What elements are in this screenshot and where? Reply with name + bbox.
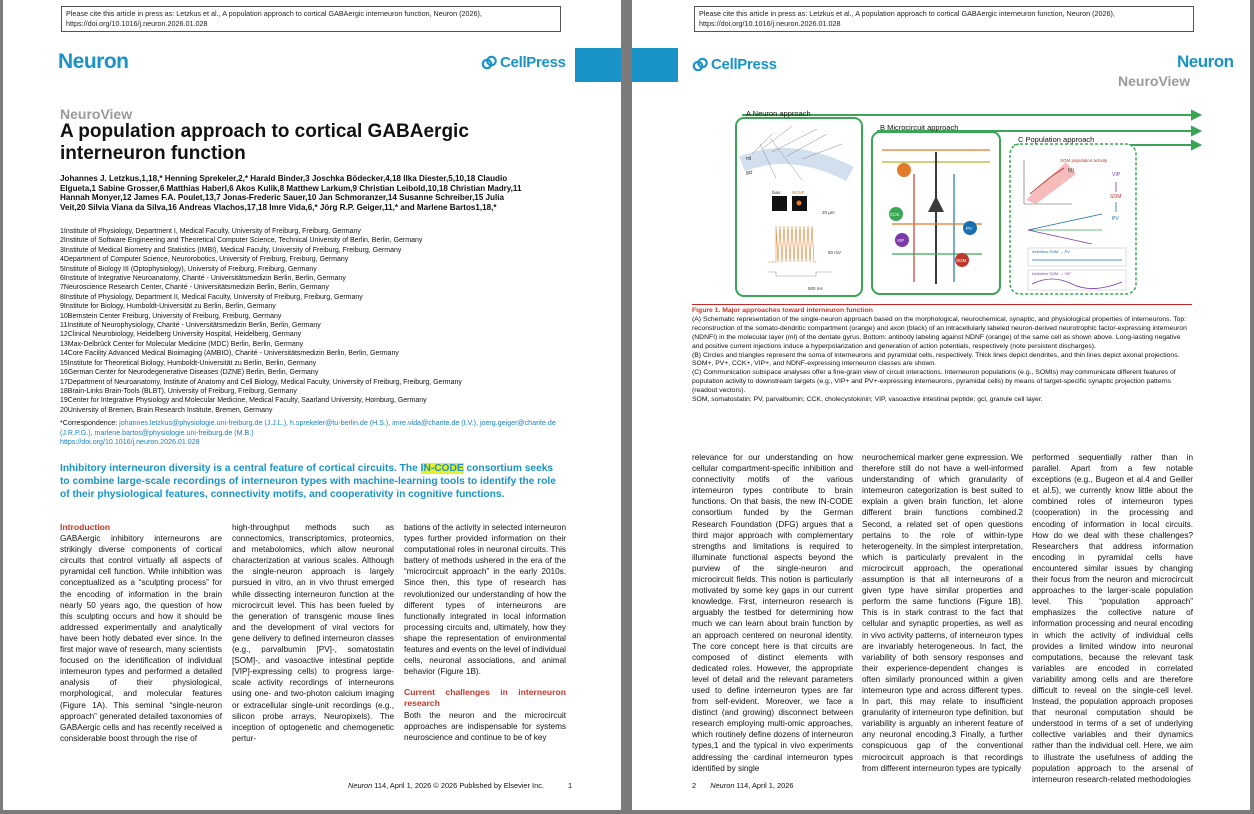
section-label: NeuroView	[1118, 73, 1191, 89]
cellpress-mark-icon	[481, 55, 497, 71]
micrograph-bias	[772, 196, 787, 211]
label-bias: bias	[772, 190, 781, 195]
challenges-heading: Current challenges in interneuron research	[404, 687, 566, 709]
footer-details: 114, April 1, 2026	[734, 781, 794, 790]
label-som-c: SOM	[1110, 194, 1122, 200]
affiliation-item: 16German Center for Neurodegenerative Diseases (DZNE) Berlin, Berlin, Germany	[60, 369, 319, 377]
page-1	[3, 0, 621, 810]
caption-b: (B) Circles and triangles represent the soma of interneurons and pyramidal cells, respectively. Thick lines depict dendrites, and thin lines depict axonal projections. SOM+, PV+, CCK+, VIP+, and NDNF-expressing interneuron classes are shown.	[692, 351, 1180, 368]
column-3-text: bations of the activity in selected interneuron types further provided information on their computational roles in neuronal circuits. This battery of methods ushered in the era of the “microcircuit approach” in the early 2010s. Since then, this type of research has revolutionized our understanding of how the different types of interneurons are functionally integrated in local information processing circuits and, ultimately, how they shape the representation of environmental features and events on the level of individual cells, neuronal associations, and animal behavior (Figure 1B).	[404, 523, 566, 677]
column-2	[232, 522, 394, 744]
footer-journal: Neuron	[348, 781, 373, 790]
affiliation-item: 20University of Bremen, Brain Research Institute, Bremen, Germany	[60, 406, 273, 414]
label-som: SOM	[956, 258, 967, 263]
label-gcl: gcl	[746, 170, 753, 176]
cellpress-mark-icon	[692, 57, 708, 73]
label-scale-t: 500 ms	[808, 286, 823, 291]
label-ft: f(t)	[1068, 168, 1075, 174]
figure-caption	[692, 307, 1192, 405]
cellpress-logo	[481, 54, 566, 71]
affiliation-item: 11Institute of Neurophysiology, Charité - Universitätsmedizin Berlin, Berlin, Germany	[60, 322, 321, 330]
column-2	[862, 452, 1023, 774]
label-inhib-som-vip: Inhibition SOM → VIP	[1032, 271, 1071, 276]
panel-c	[1010, 135, 1136, 294]
caption-rule	[692, 304, 1192, 305]
affiliation-item: 15Institute for Theoretical Biology, Humboldt-Universität zu Berlin, Berlin, Germany	[60, 359, 317, 367]
correspondence	[60, 419, 565, 448]
affiliation-item: 17Department of Neuroanatomy, Institute of Anatomy and Cell Biology, Medical Faculty, University of Freiburg, Freiburg, Germany	[60, 378, 462, 386]
page-2	[632, 0, 1250, 810]
label-som-pop: SOM population activity	[1060, 158, 1108, 163]
label-ndnf: NDNF	[792, 190, 805, 195]
column-1	[60, 522, 222, 744]
column-3	[1032, 452, 1193, 785]
affiliation-list	[60, 227, 560, 415]
column-1-text: GABAergic inhibitory interneurons are strikingly diverse components of cortical circuits that control virtually all aspects of pyramidal cell function. While inhibition was conceptualized as a “sculpting process” for the encoding of information in the brain nearly 50 years ago, the question of how this sculpting occurs and how it should be addressed experimentally and analytically have been hotly debated ever since. In the first major wave of research, many scientists focused on the identification of individual interneuron types and performed a detailed analysis of their physiological, morphological, and molecular features (Figure 1A). This seminal “single-neuron approach” generated detailed taxonomies of GABAergic cells and has recently received a considerable boost through the rise of	[60, 534, 222, 743]
affiliation-item: 10Bernstein Center Freiburg, University of Freiburg, Freiburg, Germany	[60, 312, 282, 320]
correspondence-label: *Correspondence:	[60, 419, 120, 427]
author-list: Johannes J. Letzkus,1,18,* Henning Sprekeler,2,* Harald Binder,3 Joschka Bödecker,4,18 Ilka Diester,5,10,18 Claudio Elgueta,1 Sabine Grosser,6 Matthias Haberl,6 Akos Kulik,8 Matthew Larkum,9 Christian Leibold,10,18 Christian Madry,11 Hannah Monyer,12 James F.A. Poulet,13,7 Jonas-Frederic Sauer,10 Jan Schmoranzer,14 Susanne Schreiber,15 Julia Veit,20 Silvia Viana da Silva,16 Andreas Vlachos,17,18 Imre Vida,6,* Jörg R.P. Geiger,11,* and Marlene Bartos1,18,*	[60, 174, 522, 212]
affiliation-item: 2Institute of Software Engineering and Theoretical Computer Science, Technical University of Berlin, Berlin, Germany	[60, 237, 423, 245]
label-inhib-som-pv: Inhibition SOM → PV	[1032, 249, 1070, 254]
in-code-highlight: IN-CODE	[420, 463, 464, 474]
ndnf-soma	[897, 163, 911, 177]
caption-abbrev: SOM, somatostatin; PV, parvalbumin; CCK, cholecystokinin; VIP, vasoactive intestinal peptide; gcl, granule cell layer.	[692, 396, 1043, 404]
page-footer	[692, 781, 793, 790]
column-2-text: high-throughput methods such as connectomics, transcriptomics, proteomics, and metabolomics, which allow neuronal characterization at various scales. Although the single-neuron approach is largely pursued in vitro, an in vivo thrust emerged while dissecting interneuron function at the microcircuit level. This has been fueled by the generation of transgenic mouse lines and the development of viral vectors for gene delivery to defined interneuron classes (e.g., parvalbumin [PV]-, somatostatin [SOM]-, and vasoactive intestinal peptide [VIP]-expressing cells) to progress large-scale activity recordings of interneurons using one- and two-photon calcium imaging or extracellular single-unit recordings (e.g., silicon probe arrays, Neuropixels). The inception of optogenetic and chemogenetic pertur-	[232, 523, 394, 743]
correspondence-emails[interactable]: johannes.letzkus@physiologie.uni-freiburg.de (J.J.L.), h.sprekeler@tu-berlin.de (H.S.), imre.vida@charite.de (I.V.), joerg.geiger@charite.de (J.R.P.G.), marlene.bartos@physiologie.uni-freiburg.de (M.B.)	[60, 419, 556, 437]
brand-bar	[632, 48, 678, 82]
panel-a-title: A Neuron approach	[746, 109, 811, 118]
label-scale-a: 20 µm	[822, 210, 835, 215]
affiliation-item: 6Institute of Integrative Neuroanatomy, Charité - Universitätsmedizin Berlin, Berlin, Germany	[60, 275, 346, 283]
publisher-name: CellPress	[711, 56, 777, 73]
article-title: A population approach to cortical GABAergic interneuron function	[60, 121, 469, 164]
affiliation-item: 1Institute of Physiology, Department I, Medical Faculty, University of Freiburg, Freiburg, Germany	[60, 228, 361, 235]
column-1-text: relevance for our understanding on how cellular compartment-specific inhibition and connectivity motifs of the various interneuron types contribute to brain functions. On that basis, the new IN-CODE consortium funded by the German Research Foundation (DFG) argues that a third major approach with complementary strengths and limitations is required to illuminate functional aspects beyond the purview of the single-neuron and microcircuit fields. This notion is particularly motivated by some key gaps in our current knowledge. First, interneuron research is arguably the testbed for determining how much we can learn about brain function by an approach centered on neuronal identity. The core concept here is that circuits are composed of distinct elements with dedicated roles. However, the appropriate level of detail and the relevant parameters used to define interneuron types are far from self-evident. Moreover, we face a distinct (and growing) disconnect between research employing multi-omic approaches, which routinely define dozens of interneuron types,1 and the typical in vivo experiments addressing the cardinal interneuron types identified by single	[692, 453, 853, 773]
page-footer	[348, 781, 572, 790]
label-pv-c: PV	[1112, 216, 1119, 222]
publisher-name: CellPress	[500, 54, 566, 71]
citation-note: Please cite this article in press as: Letzkus et al., A population approach to cortical GABAergic interneuron function, Neuron (2026), https://doi.org/10.1016/j.neuron.2026.01.028	[61, 6, 561, 32]
panel-c-title: C Population approach	[1018, 135, 1095, 144]
page-number: 1	[568, 781, 573, 790]
section-label: NeuroView	[60, 106, 133, 122]
caption-title: Figure 1. Major approaches toward interneuron function	[692, 307, 873, 314]
abstract-text-start: Inhibitory interneuron diversity is a central feature of cortical circuits. The	[60, 463, 421, 474]
brand-bar	[575, 48, 621, 82]
page-number: 2	[692, 781, 697, 790]
footer-details: 114, April 1, 2026 © 2026 Published by Elsevier Inc.	[372, 781, 544, 790]
affiliation-item: 4Department of Computer Science, Neurorobotics, University of Freiburg, Freiburg, Germany	[60, 256, 349, 264]
affiliation-item: 7Neuroscience Research Center, Charité - Universitätsmedizin Berlin, Berlin, Germany	[60, 284, 329, 292]
column-3	[404, 522, 566, 743]
label-vip-c: VIP	[1112, 172, 1121, 178]
panel-b-title: B Microcircuit approach	[880, 123, 959, 132]
doi-link[interactable]: https://doi.org/10.1016/j.neuron.2026.01.028	[60, 438, 200, 447]
affiliation-item: 3Institute of Medical Biometry and Statistics (IMBI), Medical Faculty, University of Freiburg, Freiburg, Germany	[60, 246, 402, 254]
label-ml: ml	[746, 156, 752, 162]
affiliation-item: 9Institute for Biology, Humboldt-Universität zu Berlin, Berlin, Germany	[60, 303, 276, 311]
affiliation-item: 19Center for Integrative Physiology and Molecular Medicine, Medical Faculty, Saarland University, Homburg, Germany	[60, 397, 427, 405]
citation-note: Please cite this article in press as: Letzkus et al., A population approach to cortical GABAergic interneuron function, Neuron (2026), https://doi.org/10.1016/j.neuron.2026.01.028	[694, 6, 1194, 32]
affiliation-item: 13Max-Delbrück Center for Molecular Medicine (MDC) Berlin, Berlin, Germany	[60, 340, 304, 348]
intro-heading: Introduction	[60, 522, 111, 532]
label-cck: CCK	[890, 212, 900, 217]
column-2-text: neurochemical marker gene expression. We therefore still do not have a well-informed understanding of which granularity of interneuron categorization is best suited to explain a given brain function, let alone different brain functions combined.2 Second, a related set of open questions pertains to the role of within-type heterogeneity. In the simplest interpretation, which is particularly prevalent in the microcircuit approach, the operational assumption is that all interneurons of a given type have similar properties and perform the same functions (Figure 1B). This is in stark contrast to the fact that cellular and synaptic properties, as well as in vivo activity patterns, of interneuron types are invariably heterogeneous. In fact, the variability of both sensory responses and their experience-dependent changes is often similarly pronounced within a given interneuron type and across different types. In part, this may relate to insufficient granularity of interneuron type definition, but variability is arguably an inherent feature of any neuronal encoding.3 Finally, a further conspicuous gap of the conventional microcircuit approach is that recordings from different interneuron types are typically	[862, 453, 1023, 773]
affiliation-item: 18Brain-Links Brain-Tools (BLBT), University of Freiburg, Freiburg, Germany	[60, 387, 297, 395]
column-3-text: performed sequentially rather than in parallel. Apart from a few notable exceptions (e.g., Bugeon et al.4 and Geiller et al.5), we currently know little about the combined roles of interneuron types (cooperation) in the processing and encoding of information in local circuits. How do we deal with these challenges? Researchers that address information encoding in pyramidal cells have encountered similar issues by changing their focus from the neuron and microcircuit approaches to the larger-scale population level. This “population approach” emphasizes the collective nature of information processing and neural encoding in which the activity of individual cells provides a limited window into neuronal computations, because the relevant task variables are encoded in correlated variability among cells and are therefore difficult to reveal on the single-cell level. Instead, the population approach proposes that neuronal computation should be understood in terms of a set of underlying collective variables and their dynamics rather than the individual cell. Here, we aim to illustrate the usefulness of adding the population approach to the arsenal of interneuron research-related methodologies	[1032, 453, 1193, 784]
abstract	[60, 462, 565, 501]
panel-a	[736, 109, 862, 296]
footer-journal: Neuron	[710, 781, 735, 790]
affiliation-item: 12Clinical Neurobiology, Heidelberg University Hospital, Heidelberg, Germany	[60, 331, 302, 339]
label-pv: PV	[966, 226, 973, 231]
label-scale-v: 50 mV	[828, 250, 842, 255]
cellpress-logo	[692, 56, 777, 73]
panel-b	[872, 123, 1000, 294]
column-1	[692, 452, 853, 774]
abstract-text-end: consortium seeks to combine large-scale recordings of interneuron types with machine-learning tools to identify the role of their physiological features, connectivity motifs, and cooperativity in cognitive functions.	[60, 463, 556, 500]
ndnf-cell	[797, 201, 802, 206]
label-vip: VIP	[897, 238, 905, 243]
affiliation-item: 5Institute of Biology III (Optophysiology), University of Freiburg, Freiburg, Germany	[60, 265, 317, 273]
figure-1	[732, 104, 1210, 300]
caption-c: (C) Communication subspace analyses offer a fine-grain view of circuit interactions. Interneuron populations (e.g., SOMIs) may communicate different features of population activity to downstream targets (e.g., VIP+ and PV+-expressing interneurons, pyramidal cells) by means of target-specific synaptic projection patterns (readout vectors).	[692, 369, 1176, 395]
journal-logo: Neuron	[58, 50, 129, 73]
affiliation-item: 14Core Facility Advanced Medical Bioimaging (AMBIO), Charité - Universitätsmedizin Berlin, Berlin, Germany	[60, 350, 399, 358]
affiliation-item: 8Institute of Physiology, Department II, Medical Faculty, University of Freiburg, Freiburg, Germany	[60, 293, 363, 301]
journal-logo: Neuron	[1177, 52, 1234, 71]
column-3-text-b: Both the neuron and the microcircuit approaches are indispensable for systems neuroscience and continue to be of key	[404, 710, 566, 742]
caption-a: (A) Schematic representation of the single-neuron approach based on the morphological, neurochemical, synaptic, and physiological properties of interneurons. Top: reconstruction of the somato-dendritic compartment (orange) and axon (black) of an intracellularly labeled neuron-derived neurotrophic factor-expressing interneuron (NDNFI) in the molecular layer (ml) of the dentate gyrus. Bottom: antibody labeling against NDNF (orange) of the same cell as shown above. Long-lasting negative and positive current injections induce a hyperpolarization and generation of action potentials, respectively (note persistent discharges).	[692, 315, 1187, 350]
